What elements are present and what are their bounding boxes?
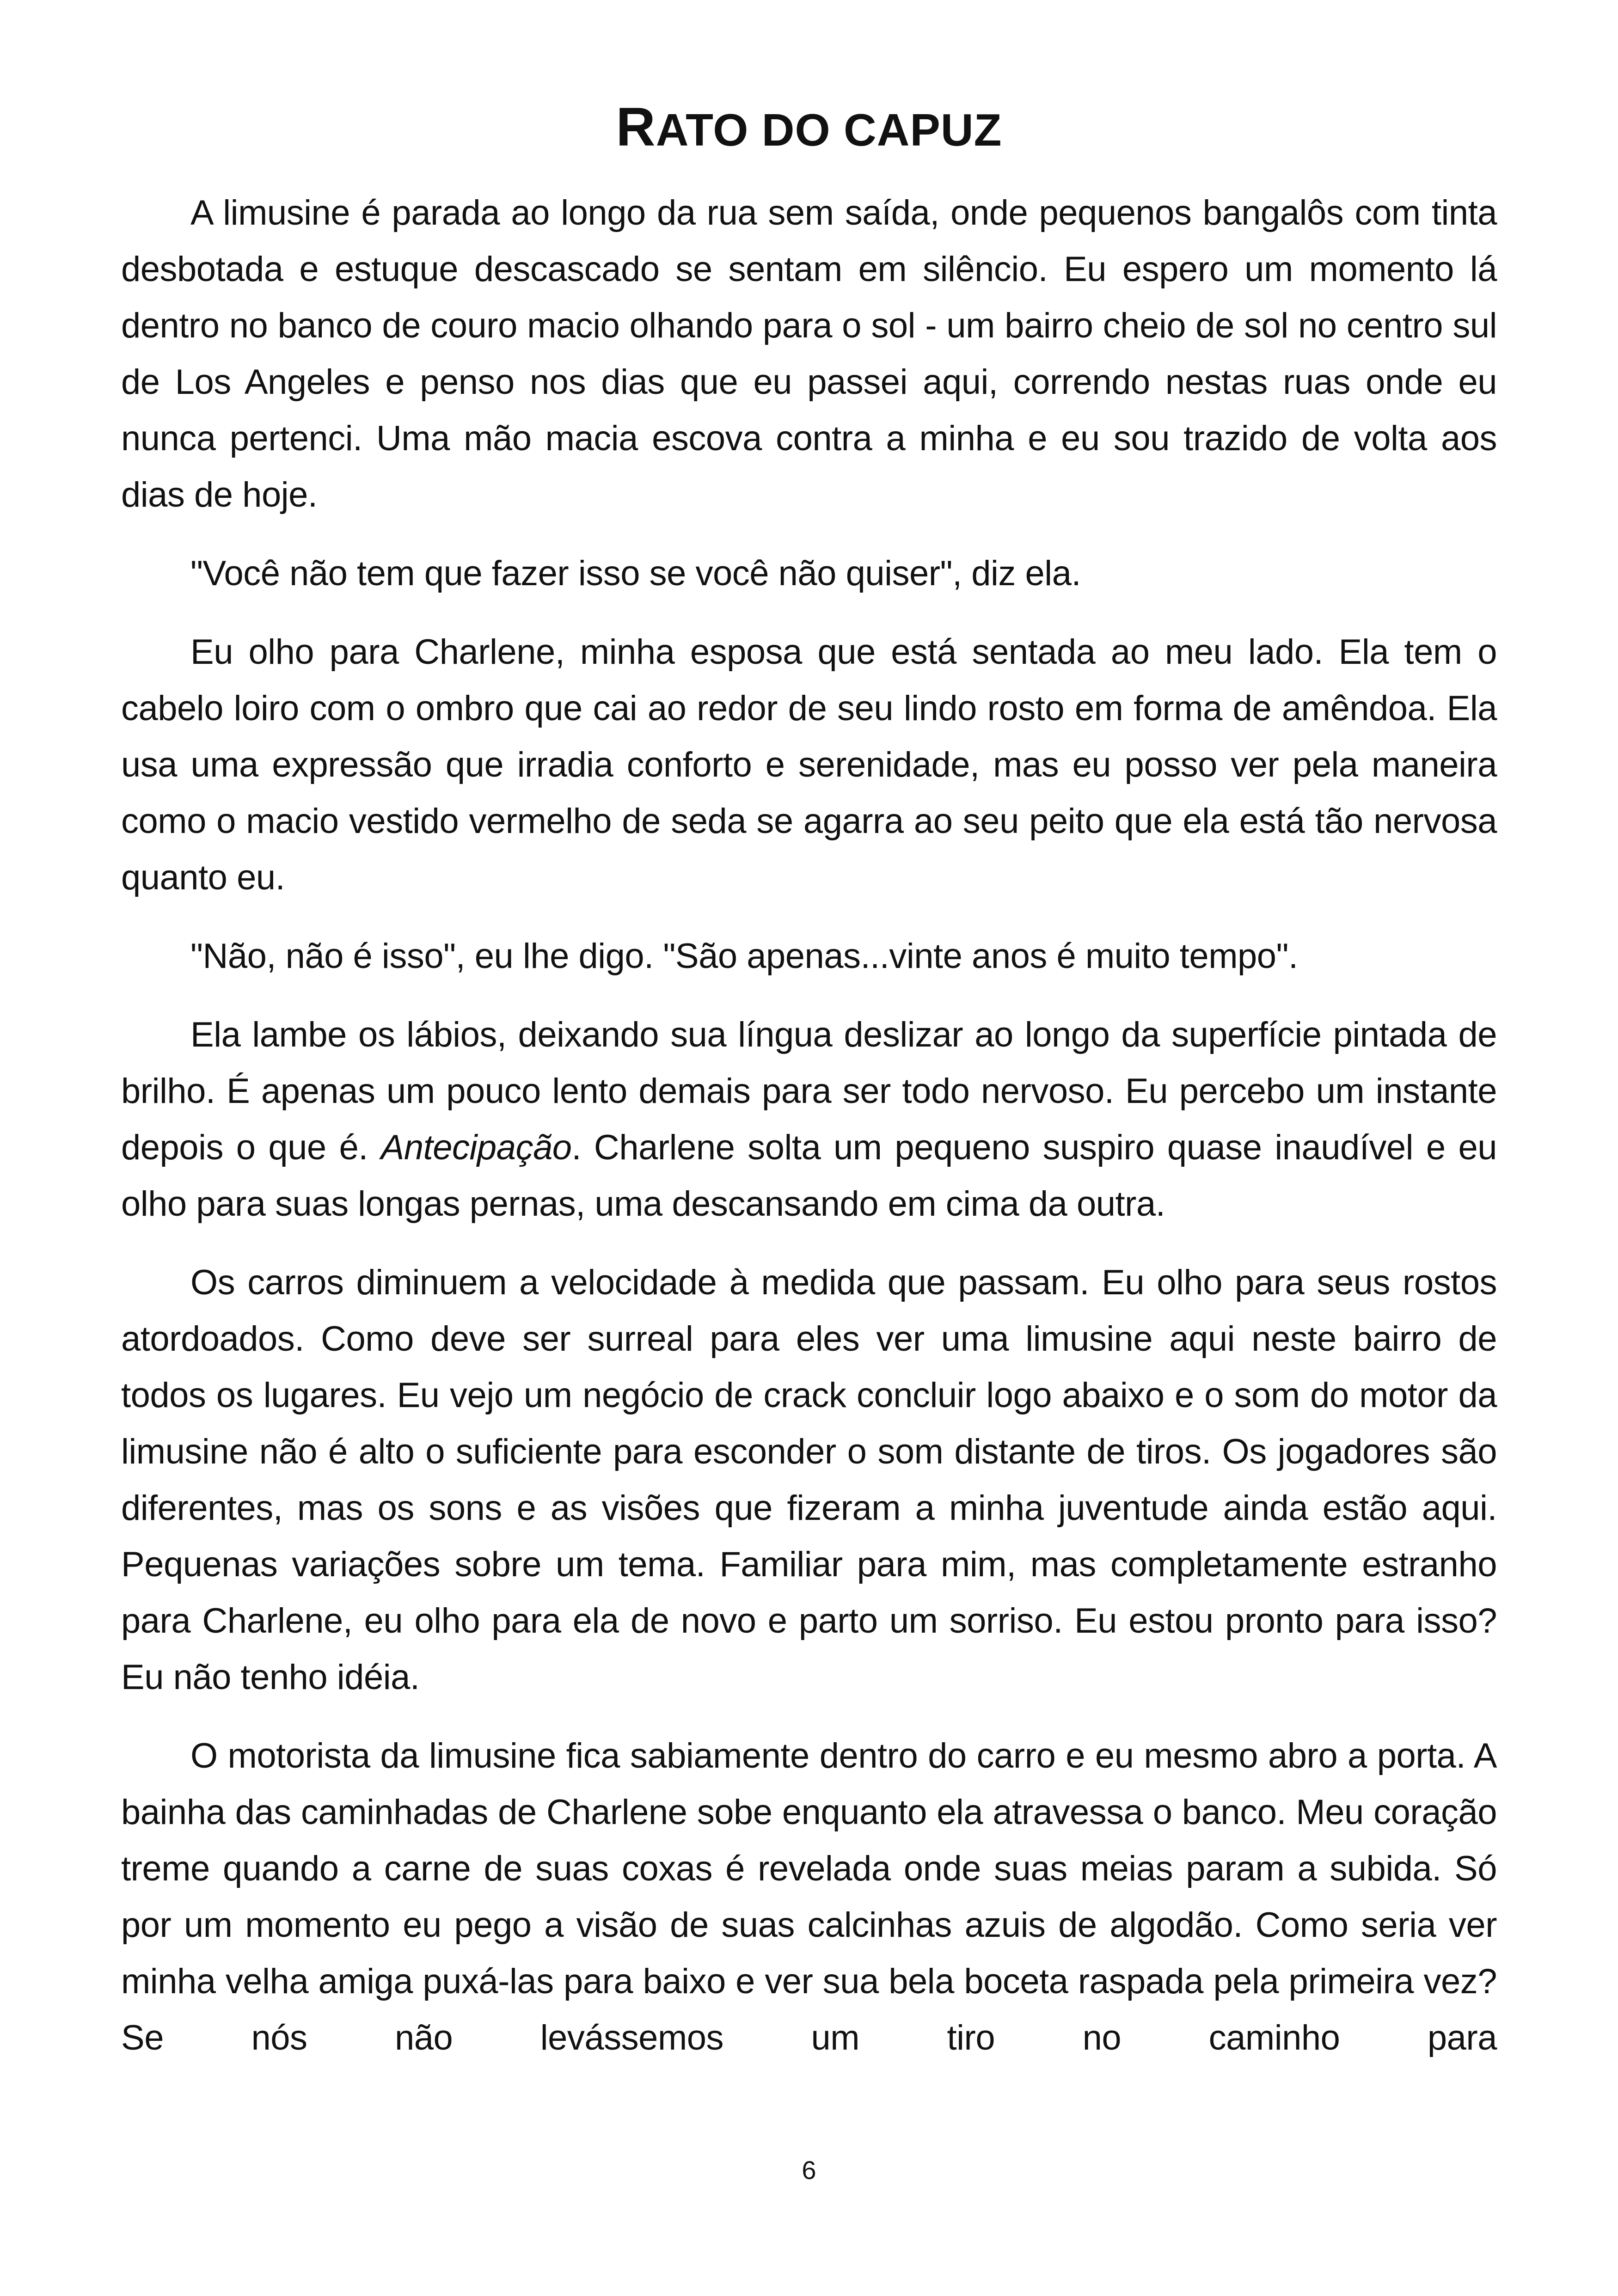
paragraph: "Você não tem que fazer isso se você não quiser", diz ela. (190, 554, 1081, 593)
paragraph (121, 1007, 1497, 1232)
chapter-title-initial: R (616, 97, 656, 158)
emphasized-word: Antecipação (380, 1128, 572, 1167)
paragraph: Os carros diminuem a velocidade à medida que passam. Eu olho para seus rostos atordoados. Como deve ser surreal para eles ver uma limusine aqui neste bairro de todos os lugares. Eu vejo um negócio de crack concluir logo abaixo e o som do motor da limusine não é alto o suficiente para esconder o som distante de tiros. Os jogadores são diferentes, mas os sons e as visões que fizeram a minha juventude ainda estão aqui. Pequenas variações sobre um tema. Familiar para mim, mas completamente estranho para Charlene, eu olho para ela de novo e parto um sorriso. Eu estou pronto para isso? Eu não tenho idéia. (121, 1263, 1497, 1697)
paragraph-text: . Charlene solta um pequeno suspiro quase inaudível e eu olho para suas longas pernas, uma descansando em cima da outra. (121, 1128, 1497, 1224)
paragraph: Eu olho para Charlene, minha esposa que está sentada ao meu lado. Ela tem o cabelo loiro com o ombro que cai ao redor de seu lindo rosto em forma de amêndoa. Ela usa uma expressão que irradia conforto e serenidade, mas eu posso ver pela maneira como o macio vestido vermelho de seda se agarra ao seu peito que ela está tão nervosa quanto eu. (121, 632, 1497, 897)
paragraph-text: Ela lambe os lábios, deixando sua língua deslizar ao longo da superfície pintada de brilho. É apenas um pouco lento demais para ser todo nervoso. Eu percebo um instante depois o que é. (121, 1015, 1497, 1167)
chapter-title-rest: ATO DO CAPUZ (656, 104, 1002, 155)
paragraph: O motorista da limusine fica sabiamente dentro do carro e eu mesmo abro a porta. A bainha das caminhadas de Charlene sobe enquanto ela atravessa o banco. Meu coração treme quando a carne de suas coxas é revelada onde suas meias param a subida. Só por um momento eu pego a visão de suas calcinhas azuis de algodão. Como seria ver minha velha amiga puxá-las para baixo e ver sua bela boceta raspada pela primeira vez? Se nós não levássemos um tiro no caminho para (121, 1736, 1497, 2057)
page-number: 6 (802, 2155, 816, 2185)
paragraph: "Não, não é isso", eu lhe digo. "São apenas...vinte anos é muito tempo". (190, 937, 1298, 976)
body-text (121, 185, 1497, 2088)
chapter-title (0, 92, 1618, 165)
paragraph: A limusine é parada ao longo da rua sem saída, onde pequenos bangalôs com tinta desbotada e estuque descascado se sentam em silêncio. Eu espero um momento lá dentro no banco de couro macio olhando para o sol - um bairro cheio de sol no centro sul de Los Angeles e penso nos dias que eu passei aqui, correndo nestas ruas onde eu nunca pertenci. Uma mão macia escova contra a minha e eu sou trazido de volta aos dias de hoje. (121, 193, 1497, 514)
